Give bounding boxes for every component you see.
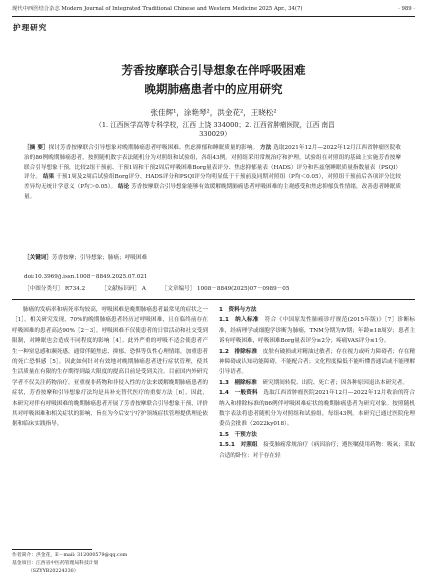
abstract-method: 选取2021年12月—2022年12月江西省肿瘤医院收治的86例晚期肺癌患者，按照随机数字表法随机分为对照组和试验组，各组43例。对照组采用常规治疗和护理，试验组在对照组的基础上实施芳香按摩联合引导想象干预，比较2组干预前、干预1周和干预2周后呼吸困难Borg量表评分、焦虑抑郁量表（HADS）评分和匹兹堡睡眠质量指数量表（PSQI）评分。: [24, 145, 401, 181]
subsection-1-1-text: 符合《中国原发性肺癌诊疗规范(2015年版)》［7］诊断标准，经病理学或细胞学诊断为肺癌，TNM分期为Ⅳ期；年龄≥18周岁；患者主诉有呼吸困难，呼吸困难Borg量表评分≥2分；疼痛VAS评分≤1分。: [219, 317, 415, 345]
author-list: 张佳辉¹，涂艳琴²，洪金花²，王晓松²: [150, 108, 277, 117]
affiliation: [40, 121, 390, 139]
affiliation-line-1: （1. 江西医学高等专科学校，江西 上饶 334000；2. 江西省肿瘤医院，江西 南昌: [95, 121, 335, 129]
abstract: [24, 144, 401, 203]
subsection-1-2-text: 皮肤有破损或对精油过敏者；存在视力或听力障碍者；存在精神障碍或认知功能障碍，不能配合者；文化程度偏低不能听懂普通话或不能理解引导语者。: [219, 348, 415, 376]
document-code: ［文献标识码］ A: [100, 286, 146, 292]
footnote-author-info: 作者简介：洪金花，E－mail: 31200057‎9@qq.com: [12, 553, 128, 558]
body-column-left: [12, 305, 208, 430]
subsection-1-5-1-label: 1.5.1 对照组: [219, 442, 258, 449]
subsection-1-4-label: 1.4 一般资料: [219, 390, 258, 397]
abstract-rule: [12, 299, 415, 300]
keywords: [24, 254, 401, 263]
article-number: ［文章编号］ 1008－8849(2025)07－0989－05: [161, 286, 290, 292]
section-heading-1: 1 资料与方法: [219, 307, 257, 313]
dropout-criteria: [219, 378, 415, 388]
footnote-rule: [12, 549, 92, 550]
section-tag: 护理研究: [13, 23, 48, 32]
inclusion-criteria: [219, 315, 415, 346]
article-title-line-1: 芳香按摩联合引导想象在伴呼吸困难: [121, 63, 306, 77]
exclusion-criteria: [219, 347, 415, 378]
classification-codes: [24, 285, 401, 294]
body-column-right: [219, 305, 415, 461]
abstract-intro: 探讨芳香按摩联合引导想象对晚期肺癌患者呼吸困难、焦虑抑郁和睡眠质量的影响。: [48, 145, 259, 151]
keywords-text: 芳香按摩；引导想象；肺癌；呼吸困难: [51, 255, 148, 261]
journal-name: 现代中西医结合杂志 Modern Journal of Integrated Traditional Chinese and Western Medicine 2025 Apr., 34(7): [12, 6, 303, 12]
running-header: [12, 3, 415, 15]
article-title-line-2: 晚期肺癌患者中的应用研究: [144, 82, 283, 96]
footnote-funding: 基金项目：江西省中医药管理局科技计划: [12, 561, 99, 566]
affiliation-line-2: 330029）: [199, 130, 231, 138]
abstract-result-label: 结果: [42, 174, 55, 181]
header-rule: [12, 16, 415, 17]
subsection-1-4-text: 选取江西省肿瘤医院2021年12月—2022年12月收治的符合纳入和排除标准的86例伴呼吸困难症状的晚期肺癌患者为研究对象。按照随机数字表法将患者随机分为对照组和试验组，每组43例。本研究已通过医院伦理委员会批准（2022ky018）。: [219, 390, 415, 428]
intro-paragraph: 肺癌的发病率和病死率均较高，呼吸困难是晚期肺癌患者最常见的症状之一［1］。相关研究发现，70%的晚期肺癌患者经历过呼吸困难，且在临终前存在呼吸困难的患者高达90%［2－3］。呼吸困难不仅使患者的日常活动和社交受到限制，对睡眠也会造成不同程度的影响［4］。此外严重的呼吸不适会使患者产生一种窒息感和濒死感，通常伴随焦虑、抑郁、恐惧等负性心理情绪，加重患者的死亡恐惧感［5］。因此如何针对有效地对晚期肺癌患者进行症状管理，使其生活质量在有限的生存期得到最大限度的提高目前是受到关注。目前国内外研究学者不仅关注药物治疗，亚重视非药物和非侵入性的方法来缓解晚期肺癌患者的症状，芳香按摩和引导想象疗法均是具补充替代医疗的重要方法［6］。因此，本研究对伴有呼吸困难的晚期肺癌患者开展了芳香按摩联合引导想象干预，评价其对呼吸困难和相关症状的影响，旨在为今后安宁疗护领域症状管理提供理论依据和临床实践指导。: [12, 307, 208, 428]
abstract-result: 干预1周及2周后试验组Borg评分、HADS评分和PSQI评分均明显低于干预前及同期对照组（P均＜0.05），对照组干预前后各项评分比较差异均无统计学意义（P均＞0.05）。: [24, 174, 401, 191]
page-number: · 989 ·: [398, 6, 415, 12]
clc-number: ［中图分类号］ R734.2: [24, 286, 86, 292]
abstract-label: ［摘 要］: [24, 145, 49, 151]
keywords-label: ［关键词］: [24, 255, 52, 261]
control-group: [219, 440, 415, 461]
abstract-method-label: 方法: [260, 145, 272, 151]
general-data: [219, 388, 415, 430]
footnote: [12, 552, 208, 576]
subsection-1-5-1-text: 接受肺癌常规治疗（病因治疗；遵医嘱使用药物：吸氧；采取合适的卧位：对于存在轻: [219, 442, 415, 459]
abstract-conclusion-label: 结论: [118, 184, 130, 191]
footnote-funding-code: （SZYYB20224330）: [28, 569, 79, 574]
subsection-1-3-label: 1.3 剔除标准: [219, 379, 257, 386]
subsection-1-3-text: 研究期间转院、出院、死亡者；因各种原因退出本研究者。: [262, 379, 408, 386]
subsection-1-2-label: 1.2 排除标准: [219, 348, 258, 355]
doi: doi:10.3969/j.issn.1008－8849.2025.07.021: [24, 274, 148, 280]
subsection-1-1-label: 1.1 纳入标准: [219, 317, 259, 324]
subsection-1-5-heading: 1.5 干预方法: [219, 431, 257, 438]
abstract-conclusion: 芳香按摩联合引导想象能够有效缓解晚期肺癌患者呼吸困难的主观感受和焦虑抑郁负性情绪，改善患者睡眠质量。: [24, 184, 401, 200]
